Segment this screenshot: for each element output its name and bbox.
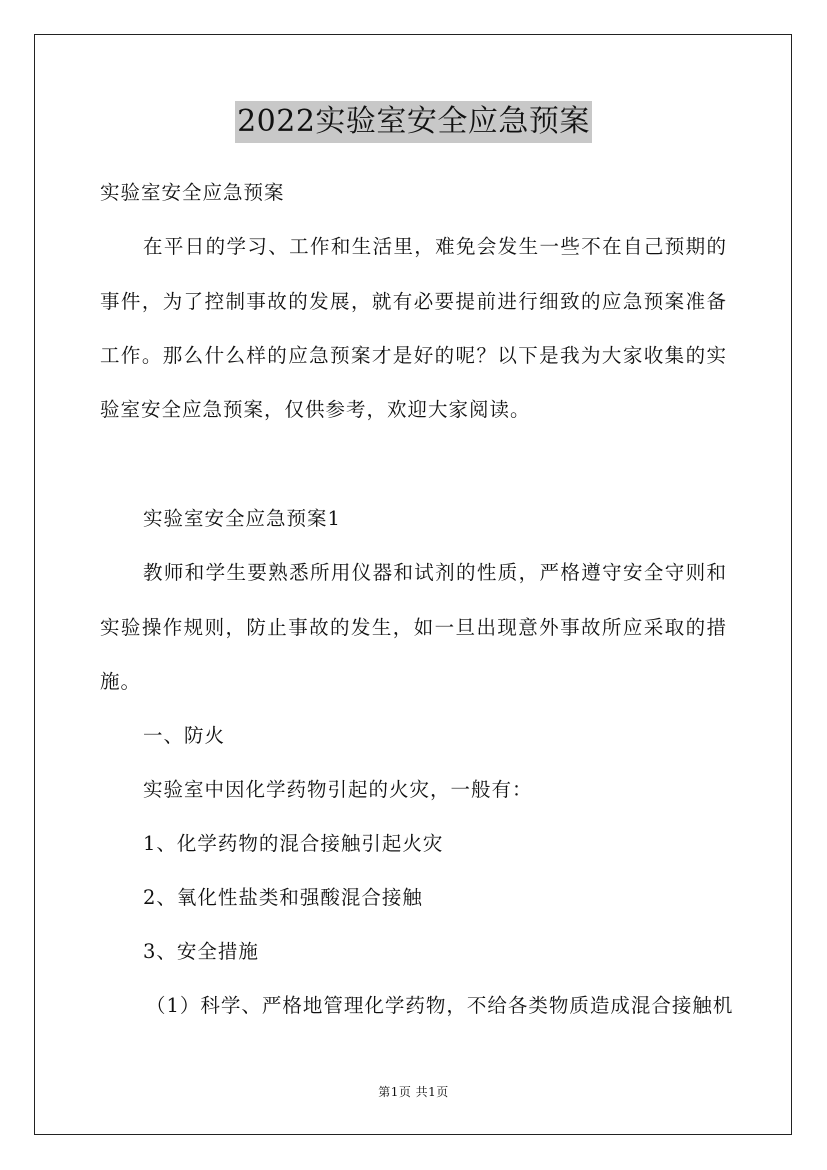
section-heading: 实验室安全应急预案1 — [143, 507, 341, 530]
fire-heading: 一、防火 — [143, 724, 226, 747]
fire-item-2: 2、氧化性盐类和强酸混合接触 — [143, 886, 423, 909]
section-para-line-1: 教师和学生要熟悉所用仪器和试剂的性质，严格遵守安全守则和 — [143, 561, 727, 584]
fire-item-3: 3、安全措施 — [143, 940, 259, 963]
document-subtitle: 实验室安全应急预案 — [100, 181, 285, 204]
fire-intro: 实验室中因化学药物引起的火灾，一般有： — [143, 778, 533, 801]
page-footer: 第1页 共1页 — [378, 1085, 449, 1099]
intro-line-2: 事件，为了控制事故的发展，就有必要提前进行细致的应急预案准备 — [100, 290, 727, 313]
document-title: 2022实验室安全应急预案 — [235, 101, 592, 143]
title-wrap — [0, 101, 827, 143]
measure-1: （1）科学、严格地管理化学药物，不给各类物质造成混合接触机 — [146, 994, 734, 1017]
intro-line-1: 在平日的学习、工作和生活里，难免会发生一些不在自己预期的 — [143, 235, 727, 258]
intro-line-3: 工作。那么什么样的应急预案才是好的呢？以下是我为大家收集的实 — [100, 344, 727, 367]
intro-line-4: 验室安全应急预案，仅供参考，欢迎大家阅读。 — [100, 398, 531, 421]
section-para-line-3: 施。 — [100, 670, 142, 693]
section-para-line-2: 实验操作规则，防止事故的发生，如一旦出现意外事故所应采取的措 — [100, 616, 727, 639]
fire-item-1: 1、化学药物的混合接触引起火灾 — [143, 832, 444, 855]
